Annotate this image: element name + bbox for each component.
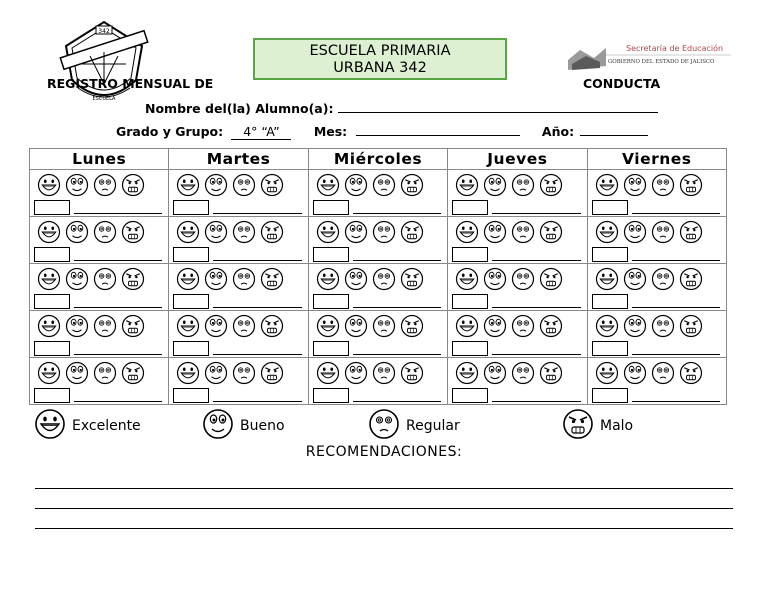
face-options xyxy=(176,361,284,385)
student-name-row xyxy=(145,101,658,116)
regular-face-icon[interactable] xyxy=(372,314,396,338)
good-face-icon[interactable] xyxy=(65,220,89,244)
regular-face-icon[interactable] xyxy=(372,267,396,291)
regular-face-icon[interactable] xyxy=(93,173,117,197)
regular-face-icon[interactable] xyxy=(232,314,256,338)
excellent-face-icon[interactable] xyxy=(316,267,340,291)
excellent-face-icon[interactable] xyxy=(176,220,200,244)
note-line[interactable] xyxy=(632,307,720,308)
excellent-face-icon[interactable] xyxy=(37,173,61,197)
school-name-line2: URBANA 342 xyxy=(333,60,427,76)
score-box[interactable] xyxy=(592,294,628,309)
excellent-face-icon[interactable] xyxy=(595,220,619,244)
good-face-icon[interactable] xyxy=(623,267,647,291)
score-box[interactable] xyxy=(173,200,209,215)
regular-face-icon[interactable] xyxy=(651,220,675,244)
week-row xyxy=(30,170,727,217)
day-cell xyxy=(308,170,447,217)
recommendation-line[interactable] xyxy=(35,488,733,489)
day-cell xyxy=(448,264,587,311)
excellent-face-icon[interactable] xyxy=(176,267,200,291)
regular-face-icon[interactable] xyxy=(372,220,396,244)
excellent-face-icon xyxy=(34,408,66,444)
svg-text:Secretaría de Educación: Secretaría de Educación xyxy=(626,44,724,53)
bad-face-icon[interactable] xyxy=(260,173,284,197)
good-face-icon[interactable] xyxy=(623,361,647,385)
regular-face-icon[interactable] xyxy=(651,267,675,291)
day-cell xyxy=(169,170,308,217)
regular-face-icon[interactable] xyxy=(651,173,675,197)
regular-face-icon[interactable] xyxy=(232,361,256,385)
excellent-face-icon[interactable] xyxy=(595,267,619,291)
face-options xyxy=(455,361,563,385)
government-logo xyxy=(566,42,731,74)
note-line[interactable] xyxy=(74,354,162,355)
good-face-icon[interactable] xyxy=(65,361,89,385)
good-face-icon[interactable] xyxy=(204,220,228,244)
good-face-icon xyxy=(202,408,234,444)
good-face-icon[interactable] xyxy=(65,173,89,197)
good-face-icon[interactable] xyxy=(344,314,368,338)
good-face-icon[interactable] xyxy=(204,173,228,197)
regular-face-icon[interactable] xyxy=(511,173,535,197)
note-line[interactable] xyxy=(213,354,301,355)
bad-face-icon[interactable] xyxy=(121,173,145,197)
day-cell xyxy=(308,217,447,264)
note-line[interactable] xyxy=(492,260,580,261)
excellent-face-icon[interactable] xyxy=(455,361,479,385)
note-line[interactable] xyxy=(353,354,441,355)
regular-face-icon[interactable] xyxy=(511,267,535,291)
bad-face-icon[interactable] xyxy=(260,220,284,244)
day-cell xyxy=(169,264,308,311)
regular-face-icon[interactable] xyxy=(232,267,256,291)
svg-text:ESCUELA: ESCUELA xyxy=(92,96,116,102)
week-row xyxy=(30,358,727,405)
recommendation-line[interactable] xyxy=(35,508,733,509)
score-box[interactable] xyxy=(313,341,349,356)
day-cell xyxy=(169,358,308,405)
regular-face-icon[interactable] xyxy=(93,314,117,338)
excellent-face-icon[interactable] xyxy=(316,173,340,197)
excellent-face-icon[interactable] xyxy=(316,314,340,338)
excellent-face-icon[interactable] xyxy=(176,314,200,338)
recommendation-line[interactable] xyxy=(35,528,733,529)
note-line[interactable] xyxy=(353,213,441,214)
note-line[interactable] xyxy=(213,260,301,261)
face-options xyxy=(37,314,145,338)
score-box[interactable] xyxy=(592,200,628,215)
score-box[interactable] xyxy=(452,388,488,403)
good-face-icon[interactable] xyxy=(623,314,647,338)
excellent-face-icon[interactable] xyxy=(455,173,479,197)
excellent-face-icon[interactable] xyxy=(455,314,479,338)
week-row xyxy=(30,264,727,311)
regular-face-icon[interactable] xyxy=(651,361,675,385)
score-box[interactable] xyxy=(592,341,628,356)
day-cell xyxy=(448,170,587,217)
score-box[interactable] xyxy=(452,294,488,309)
score-box[interactable] xyxy=(173,341,209,356)
day-cell xyxy=(587,311,726,358)
student-name-label: Nombre del(la) Alumno(a): xyxy=(145,101,334,116)
bad-face-icon[interactable] xyxy=(400,267,424,291)
excellent-face-icon[interactable] xyxy=(595,361,619,385)
legend-item-good xyxy=(202,408,285,444)
bad-face-icon[interactable] xyxy=(679,267,703,291)
excellent-face-icon[interactable] xyxy=(37,361,61,385)
good-face-icon[interactable] xyxy=(65,267,89,291)
score-box[interactable] xyxy=(452,247,488,262)
note-line[interactable] xyxy=(353,260,441,261)
face-options xyxy=(455,220,563,244)
score-box[interactable] xyxy=(34,341,70,356)
day-cell xyxy=(30,311,169,358)
school-name-box xyxy=(253,38,507,80)
note-line[interactable] xyxy=(213,307,301,308)
school-seal-logo xyxy=(58,18,150,112)
day-cell xyxy=(30,358,169,405)
regular-face-icon[interactable] xyxy=(232,173,256,197)
score-box[interactable] xyxy=(173,294,209,309)
regular-face-icon[interactable] xyxy=(372,361,396,385)
bad-face-icon[interactable] xyxy=(121,267,145,291)
grade-value: 4° “A” xyxy=(243,124,280,139)
face-options xyxy=(595,314,703,338)
day-cell xyxy=(448,358,587,405)
note-line[interactable] xyxy=(492,354,580,355)
face-options xyxy=(316,267,424,291)
legend-item-bad xyxy=(562,408,633,444)
score-box[interactable] xyxy=(34,388,70,403)
student-name-field[interactable] xyxy=(338,112,658,113)
regular-face-icon[interactable] xyxy=(511,220,535,244)
legend-item-regular xyxy=(368,408,460,444)
good-face-icon[interactable] xyxy=(483,314,507,338)
score-box[interactable] xyxy=(313,388,349,403)
day-cell xyxy=(448,217,587,264)
conduct-grid xyxy=(29,148,727,405)
face-options xyxy=(595,173,703,197)
bad-face-icon[interactable] xyxy=(539,361,563,385)
face-options xyxy=(37,361,145,385)
grade-row xyxy=(116,124,648,140)
face-options xyxy=(176,220,284,244)
day-header-wednesday: Miércoles xyxy=(308,149,447,170)
day-cell xyxy=(30,170,169,217)
day-cell xyxy=(308,358,447,405)
score-box[interactable] xyxy=(34,200,70,215)
svg-text:342: 342 xyxy=(98,28,110,35)
day-cell xyxy=(587,170,726,217)
regular-face-icon[interactable] xyxy=(93,220,117,244)
note-line[interactable] xyxy=(74,401,162,402)
day-cell xyxy=(587,264,726,311)
legend-label: Excelente xyxy=(72,418,141,434)
day-header-thursday: Jueves xyxy=(448,149,587,170)
good-face-icon[interactable] xyxy=(623,220,647,244)
score-box[interactable] xyxy=(173,388,209,403)
good-face-icon[interactable] xyxy=(204,267,228,291)
bad-face-icon[interactable] xyxy=(539,173,563,197)
score-box[interactable] xyxy=(313,294,349,309)
excellent-face-icon[interactable] xyxy=(176,173,200,197)
good-face-icon[interactable] xyxy=(344,361,368,385)
excellent-face-icon[interactable] xyxy=(37,220,61,244)
day-cell xyxy=(30,217,169,264)
score-box[interactable] xyxy=(452,341,488,356)
good-face-icon[interactable] xyxy=(204,314,228,338)
svg-text:GOBIERNO DEL ESTADO DE JALISCO: GOBIERNO DEL ESTADO DE JALISCO xyxy=(608,59,715,65)
regular-face-icon[interactable] xyxy=(511,314,535,338)
day-cell xyxy=(587,358,726,405)
face-options xyxy=(455,267,563,291)
day-cell xyxy=(308,264,447,311)
bad-face-icon xyxy=(562,408,594,444)
note-line[interactable] xyxy=(492,401,580,402)
legend-label: Regular xyxy=(406,418,460,434)
note-line[interactable] xyxy=(74,213,162,214)
recommendations-title: RECOMENDACIONES: xyxy=(305,444,463,460)
regular-face-icon[interactable] xyxy=(651,314,675,338)
face-options xyxy=(37,173,145,197)
week-row xyxy=(30,217,727,264)
good-face-icon[interactable] xyxy=(623,173,647,197)
report-title-right: CONDUCTA xyxy=(583,76,661,91)
face-options xyxy=(176,267,284,291)
excellent-face-icon[interactable] xyxy=(455,220,479,244)
note-line[interactable] xyxy=(632,213,720,214)
legend-label: Bueno xyxy=(240,418,285,434)
good-face-icon[interactable] xyxy=(483,267,507,291)
excellent-face-icon[interactable] xyxy=(595,173,619,197)
bad-face-icon[interactable] xyxy=(121,220,145,244)
score-box[interactable] xyxy=(592,388,628,403)
day-cell xyxy=(30,264,169,311)
bad-face-icon[interactable] xyxy=(679,314,703,338)
day-cell xyxy=(169,311,308,358)
good-face-icon[interactable] xyxy=(65,314,89,338)
bad-face-icon[interactable] xyxy=(260,361,284,385)
excellent-face-icon[interactable] xyxy=(316,220,340,244)
note-line[interactable] xyxy=(213,213,301,214)
face-options xyxy=(595,267,703,291)
note-line[interactable] xyxy=(632,354,720,355)
excellent-face-icon[interactable] xyxy=(176,361,200,385)
score-box[interactable] xyxy=(34,247,70,262)
month-field[interactable] xyxy=(356,135,520,136)
note-line[interactable] xyxy=(74,260,162,261)
excellent-face-icon[interactable] xyxy=(595,314,619,338)
excellent-face-icon[interactable] xyxy=(455,267,479,291)
note-line[interactable] xyxy=(213,401,301,402)
day-header-friday: Viernes xyxy=(587,149,726,170)
good-face-icon[interactable] xyxy=(344,267,368,291)
legend-item-excellent xyxy=(34,408,141,444)
face-options xyxy=(316,220,424,244)
score-box[interactable] xyxy=(313,200,349,215)
regular-face-icon[interactable] xyxy=(232,220,256,244)
bad-face-icon[interactable] xyxy=(260,314,284,338)
day-cell xyxy=(169,217,308,264)
face-options xyxy=(176,314,284,338)
good-face-icon[interactable] xyxy=(483,173,507,197)
week-row xyxy=(30,311,727,358)
bad-face-icon[interactable] xyxy=(121,361,145,385)
bad-face-icon[interactable] xyxy=(121,314,145,338)
note-line[interactable] xyxy=(492,213,580,214)
score-box[interactable] xyxy=(452,200,488,215)
note-line[interactable] xyxy=(74,307,162,308)
face-options xyxy=(316,173,424,197)
score-box[interactable] xyxy=(313,247,349,262)
score-box[interactable] xyxy=(592,247,628,262)
bad-face-icon[interactable] xyxy=(679,361,703,385)
bad-face-icon[interactable] xyxy=(539,267,563,291)
days-header-row xyxy=(30,149,727,170)
day-cell xyxy=(587,217,726,264)
bad-face-icon[interactable] xyxy=(679,220,703,244)
day-cell xyxy=(308,311,447,358)
good-face-icon[interactable] xyxy=(204,361,228,385)
bad-face-icon[interactable] xyxy=(400,314,424,338)
bad-face-icon[interactable] xyxy=(679,173,703,197)
good-face-icon[interactable] xyxy=(344,220,368,244)
bad-face-icon[interactable] xyxy=(400,220,424,244)
month-label: Mes: xyxy=(313,124,348,139)
excellent-face-icon[interactable] xyxy=(37,267,61,291)
day-cell xyxy=(448,311,587,358)
grade-label: Grado y Grupo: xyxy=(116,124,224,139)
score-box[interactable] xyxy=(173,247,209,262)
year-field[interactable] xyxy=(580,135,648,136)
regular-face-icon[interactable] xyxy=(511,361,535,385)
bad-face-icon[interactable] xyxy=(260,267,284,291)
school-name-line1: ESCUELA PRIMARIA xyxy=(309,43,451,59)
note-line[interactable] xyxy=(353,401,441,402)
bad-face-icon[interactable] xyxy=(539,314,563,338)
bad-face-icon[interactable] xyxy=(400,361,424,385)
day-header-monday: Lunes xyxy=(30,149,169,170)
bad-face-icon[interactable] xyxy=(400,173,424,197)
excellent-face-icon[interactable] xyxy=(316,361,340,385)
face-options xyxy=(455,173,563,197)
face-options xyxy=(595,361,703,385)
good-face-icon[interactable] xyxy=(483,220,507,244)
face-options xyxy=(176,173,284,197)
excellent-face-icon[interactable] xyxy=(37,314,61,338)
face-options xyxy=(37,220,145,244)
regular-face-icon[interactable] xyxy=(93,361,117,385)
day-header-tuesday: Martes xyxy=(169,149,308,170)
note-line[interactable] xyxy=(353,307,441,308)
good-face-icon[interactable] xyxy=(344,173,368,197)
good-face-icon[interactable] xyxy=(483,361,507,385)
note-line[interactable] xyxy=(632,401,720,402)
face-options xyxy=(316,314,424,338)
grade-field[interactable] xyxy=(231,124,291,140)
note-line[interactable] xyxy=(492,307,580,308)
report-title-left: REGISTRO MENSUAL DE xyxy=(47,76,214,91)
legend xyxy=(0,408,768,442)
face-options xyxy=(37,267,145,291)
note-line[interactable] xyxy=(632,260,720,261)
regular-face-icon[interactable] xyxy=(372,173,396,197)
face-options xyxy=(595,220,703,244)
regular-face-icon[interactable] xyxy=(93,267,117,291)
score-box[interactable] xyxy=(34,294,70,309)
face-options xyxy=(455,314,563,338)
bad-face-icon[interactable] xyxy=(539,220,563,244)
year-label: Año: xyxy=(541,124,575,139)
legend-label: Malo xyxy=(600,418,634,434)
face-options xyxy=(316,361,424,385)
regular-face-icon xyxy=(368,408,400,444)
